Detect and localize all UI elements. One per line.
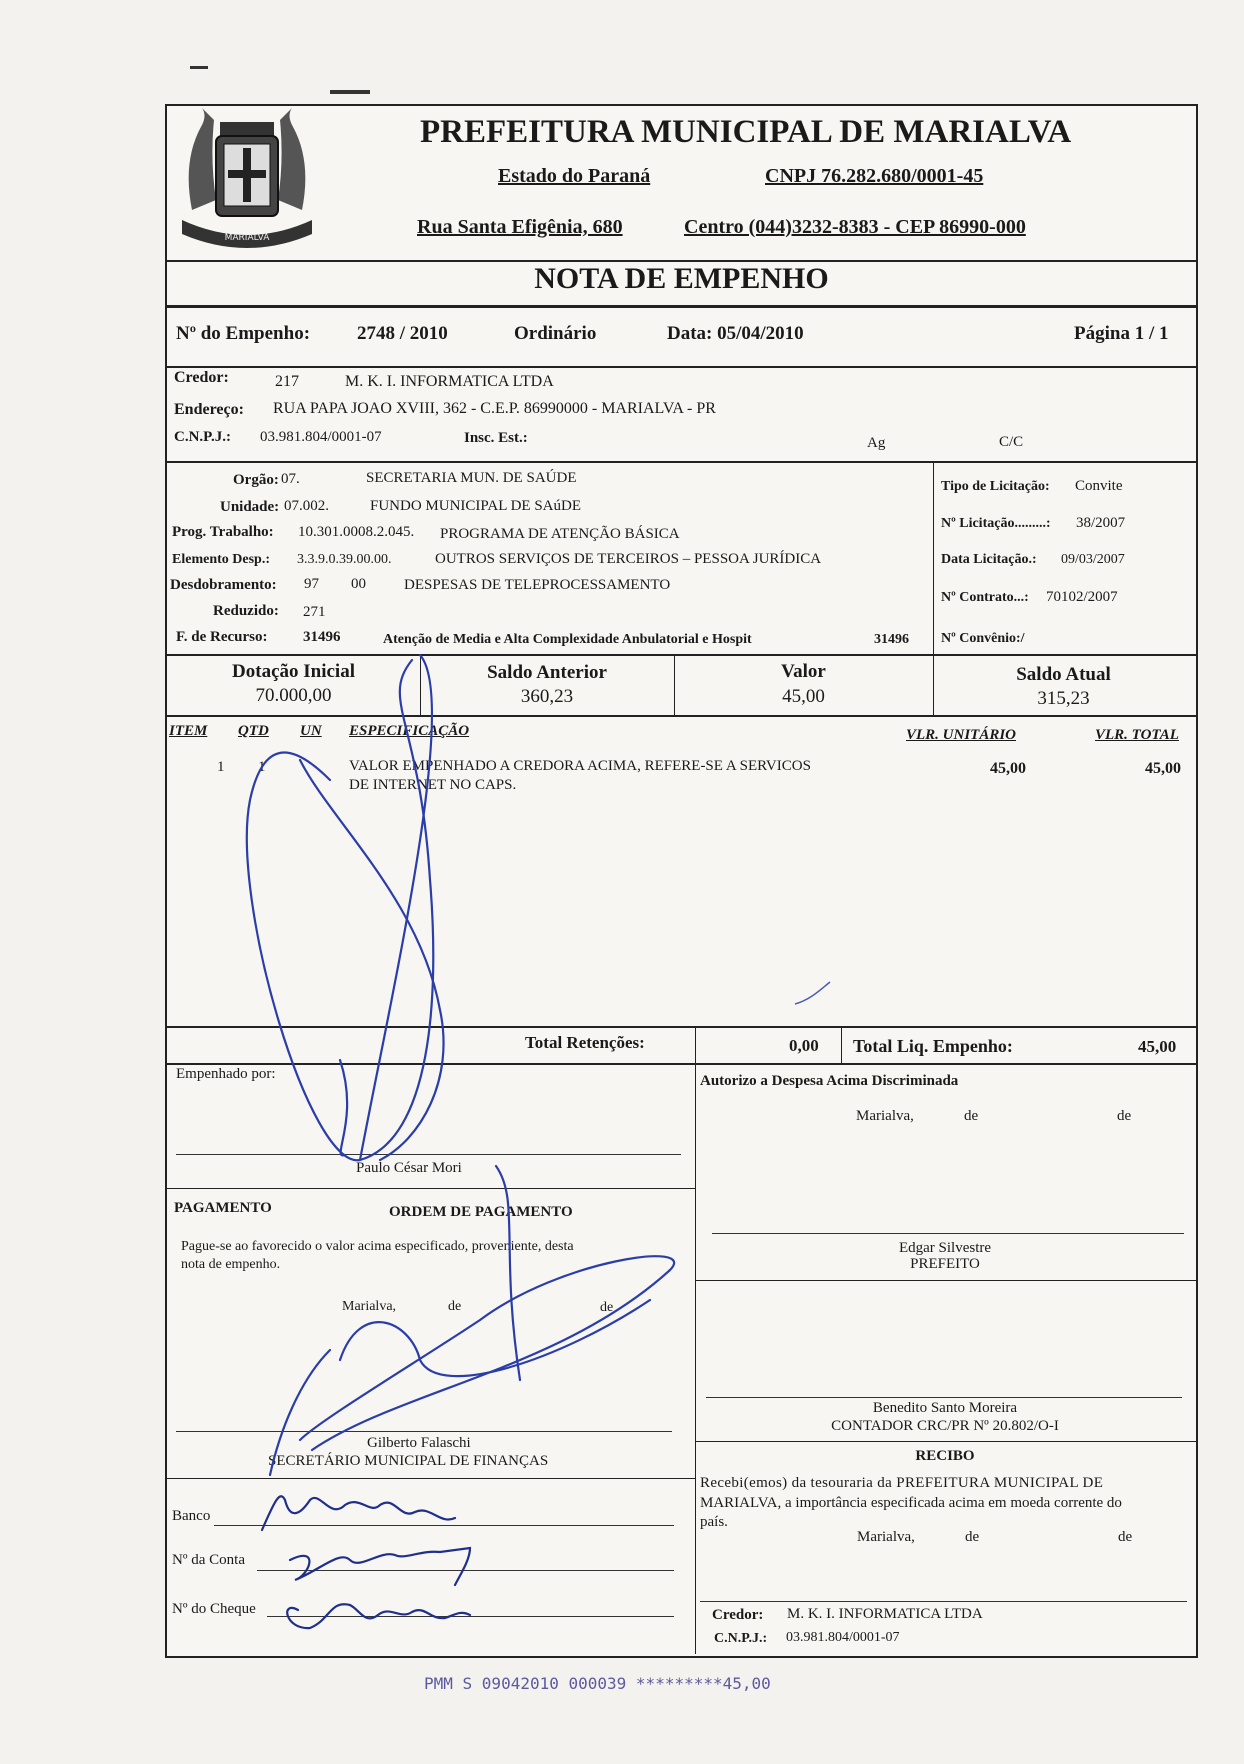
recibo-line-2: MARIALVA, a importância especificada acima em moeda corrente do [700, 1495, 1122, 1511]
document-title: NOTA DE EMPENHO [534, 262, 829, 295]
saldo-atual-label: Saldo Atual [1016, 664, 1111, 685]
orgao-code: 07. [281, 471, 300, 487]
page-indicator: Página 1 / 1 [1074, 323, 1169, 344]
valor-value: 45,00 [782, 686, 825, 707]
credor-cnpj: 03.981.804/0001-07 [260, 429, 382, 445]
elemento-code: 3.3.9.0.39.00.00. [297, 552, 392, 567]
tipo-licitacao-value: Convite [1075, 478, 1123, 494]
credor-label: Credor: [174, 369, 229, 386]
reduzido-label: Reduzido: [213, 603, 279, 619]
licitacao-number-value: 38/2007 [1076, 515, 1126, 531]
empenhado-label: Empenhado por: [176, 1066, 276, 1082]
col-item: ITEM [169, 723, 208, 739]
orgao-name: SECRETARIA MUN. DE SAÚDE [366, 470, 577, 486]
col-total-value: VLR. TOTAL [1095, 727, 1179, 743]
unidade-code: 07.002. [284, 498, 329, 514]
unidade-label: Unidade: [220, 499, 280, 515]
recibo-de-2: de [1118, 1529, 1133, 1545]
state-label: Estado do Paraná [498, 165, 651, 187]
desdobramento-code: 97 [304, 576, 319, 592]
recibo-cnpj-label: C.N.P.J.: [714, 1631, 768, 1646]
col-un: UN [300, 723, 322, 739]
elemento-name: OUTROS SERVIÇOS DE TERCEIROS – PESSOA JURÍDICA [435, 551, 822, 567]
recurso-label: F. de Recurso: [176, 629, 268, 645]
secretario-role: SECRETÁRIO MUNICIPAL DE FINANÇAS [268, 1453, 549, 1469]
cheque-label: Nº do Cheque [172, 1601, 256, 1617]
ordem-label: ORDEM DE PAGAMENTO [389, 1204, 573, 1220]
insc-label: Insc. Est.: [464, 430, 528, 446]
recurso-code-2: 31496 [874, 632, 909, 647]
autorizo-de-1: de [964, 1108, 979, 1124]
col-unit-value: VLR. UNITÁRIO [906, 727, 1017, 743]
item-spec-line-2: DE INTERNET NO CAPS. [349, 777, 517, 793]
desdobramento-sub: 00 [351, 576, 366, 592]
empenhado-name: Paulo César Mori [356, 1160, 462, 1176]
banco-label: Banco [172, 1508, 211, 1524]
contrato-label: Nº Contrato...: [941, 590, 1029, 605]
prog-name: PROGRAMA DE ATENÇÃO BÁSICA [440, 526, 680, 542]
ag-label: Ag [867, 435, 886, 451]
credor-code: 217 [275, 373, 299, 390]
address-label: Rua Santa Efigênia, 680 [417, 216, 623, 238]
prefeito-role: PREFEITO [910, 1256, 980, 1272]
prog-code: 10.301.0008.2.045. [298, 524, 415, 540]
desdobramento-name: DESPESAS DE TELEPROCESSAMENTO [404, 577, 671, 593]
licitacao-number-label: Nº Licitação.........: [941, 516, 1051, 531]
item-spec-line-1: VALOR EMPENHADO A CREDORA ACIMA, REFERE-SE A SERVICOS [349, 758, 811, 774]
payment-stamp: PMM S 09042010 000039 *********45,00 [424, 1674, 771, 1693]
secretario-name: Gilberto Falaschi [367, 1435, 471, 1451]
saldo-anterior-value: 360,23 [520, 686, 574, 707]
item-number: 1 [217, 759, 225, 775]
empenho-type: Ordinário [514, 323, 597, 344]
valor-label: Valor [781, 661, 826, 682]
saldo-anterior-label: Saldo Anterior [487, 662, 607, 683]
pagamento-city: Marialva, [342, 1299, 397, 1314]
credor-address: RUA PAPA JOAO XVIII, 362 - C.E.P. 86990000 - MARIALVA - PR [273, 400, 716, 417]
empenho-date: Data: 05/04/2010 [667, 323, 804, 344]
recibo-title: RECIBO [915, 1448, 975, 1464]
pagamento-text-1: Pague-se ao favorecido o valor acima especificado, proveniente, desta [181, 1239, 574, 1254]
cc-label: C/C [999, 434, 1024, 450]
saldo-atual-value: 315,23 [1037, 688, 1090, 709]
prog-label: Prog. Trabalho: [172, 524, 274, 540]
convenio-label: Nº Convênio:/ [941, 631, 1025, 646]
recurso-name: Atenção de Media e Alta Complexidade Anbulatorial e Hospit [383, 632, 752, 647]
item-total-value: 45,00 [1145, 760, 1181, 777]
autorizo-de-2: de [1117, 1108, 1132, 1124]
contador-role: CONTADOR CRC/PR Nº 20.802/O-I [831, 1418, 1059, 1434]
desdobramento-label: Desdobramento: [170, 577, 277, 593]
autorizo-label: Autorizo a Despesa Acima Discriminada [700, 1073, 959, 1089]
recibo-line-1: Recebi(emos) da tesouraria da PREFEITURA MUNICIPAL DE [700, 1475, 1104, 1491]
district-phone-label: Centro (044)3232-8383 - CEP 86990-000 [684, 216, 1026, 238]
svg-text:MARIALVA: MARIALVA [224, 233, 270, 243]
dotacao-value: 70.000,00 [255, 685, 332, 706]
recibo-city: Marialva, [857, 1529, 915, 1545]
pagamento-de-1: de [448, 1299, 462, 1314]
address-field-label: Endereço: [174, 401, 244, 418]
recibo-credor-name: M. K. I. INFORMATICA LTDA [787, 1606, 983, 1622]
empenho-number: 2748 / 2010 [357, 323, 448, 344]
recibo-credor-label: Credor: [712, 1607, 764, 1623]
page-title: PREFEITURA MUNICIPAL DE MARIALVA [420, 114, 1072, 150]
retencoes-label: Total Retenções: [525, 1033, 645, 1052]
licitacao-date-value: 09/03/2007 [1061, 552, 1125, 567]
elemento-label: Elemento Desp.: [172, 552, 270, 567]
empenho-number-label: Nº do Empenho: [176, 323, 311, 344]
pagamento-de-2: de [600, 1300, 614, 1315]
recibo-de-1: de [965, 1529, 980, 1545]
liq-label: Total Liq. Empenho: [853, 1036, 1013, 1056]
prefeito-name: Edgar Silvestre [898, 1240, 992, 1256]
recibo-line-3: país. [700, 1514, 728, 1530]
orgao-label: Orgão: [233, 472, 279, 488]
autorizo-city: Marialva, [856, 1108, 914, 1124]
item-qty: 1 [258, 759, 266, 775]
recibo-cnpj-value: 03.981.804/0001-07 [786, 1630, 900, 1645]
reduzido-value: 271 [303, 604, 326, 620]
pagamento-text-2: nota de empenho. [181, 1257, 281, 1272]
contador-name: Benedito Santo Moreira [872, 1400, 1018, 1416]
col-qtd: QTD [238, 723, 269, 739]
cnpj-label: CNPJ 76.282.680/0001-45 [765, 165, 984, 187]
dotacao-label: Dotação Inicial [232, 661, 355, 682]
unidade-name: FUNDO MUNICIPAL DE SAúDE [370, 498, 581, 514]
tipo-licitacao-label: Tipo de Licitação: [941, 479, 1050, 494]
liq-value: 45,00 [1138, 1037, 1177, 1056]
col-spec: ESPECIFICAÇÃO [349, 723, 470, 739]
item-unit-value: 45,00 [990, 760, 1026, 777]
conta-label: Nº da Conta [172, 1552, 245, 1568]
recurso-code: 31496 [303, 629, 341, 645]
credor-name: M. K. I. INFORMATICA LTDA [345, 373, 554, 390]
contrato-value: 70102/2007 [1046, 589, 1118, 605]
licitacao-date-label: Data Licitação.: [941, 552, 1037, 567]
retencoes-value: 0,00 [789, 1036, 819, 1055]
cnpj-field-label: C.N.P.J.: [174, 429, 231, 445]
pagamento-label: PAGAMENTO [174, 1200, 272, 1216]
